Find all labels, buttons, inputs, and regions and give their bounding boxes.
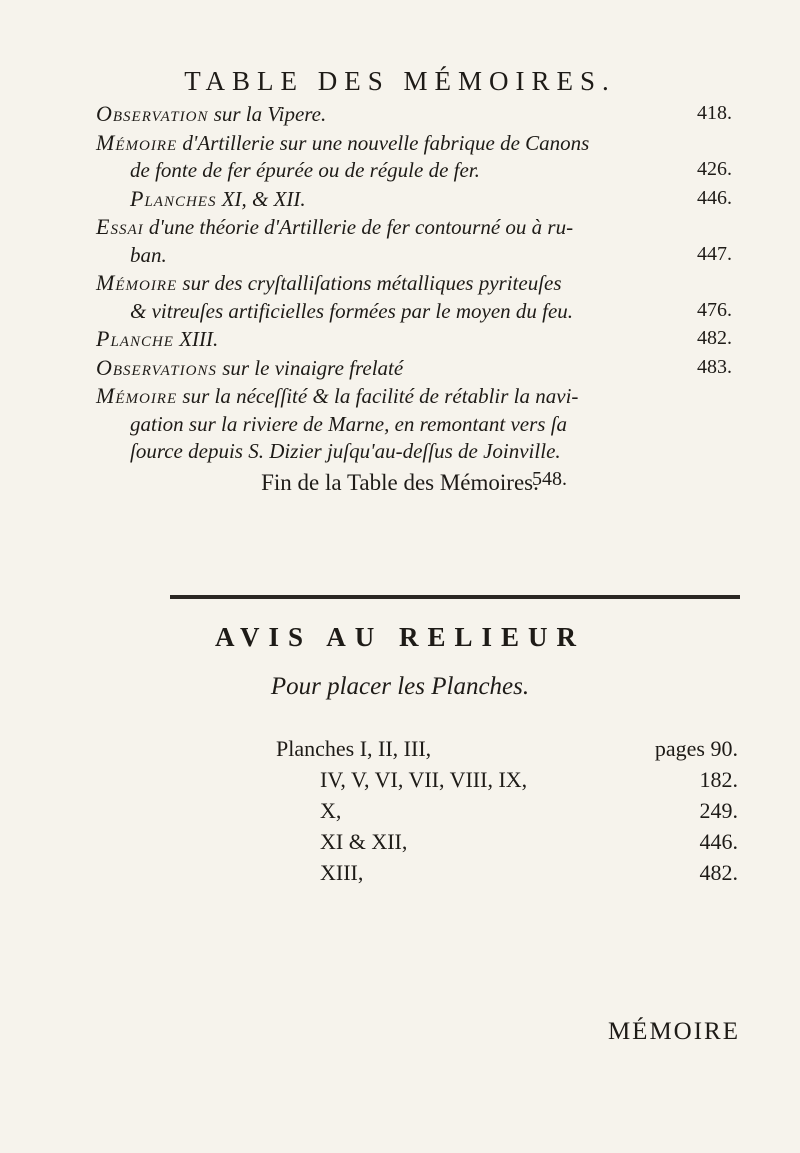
plate-page: pages 90. [654, 736, 738, 761]
plate-row [276, 733, 738, 764]
plate-page: 182. [699, 767, 738, 792]
plate-page: 446. [699, 829, 738, 854]
plate-page: 482. [699, 860, 738, 885]
catchword: MÉMOIRE [607, 1018, 740, 1045]
toc-entry [96, 100, 732, 129]
toc-entry-continuation: ban. [130, 242, 167, 267]
toc-entry-text: sur la Vipere. [208, 102, 327, 126]
toc-entry-page: 548. [532, 467, 567, 490]
binder-notice-title: AVIS AU RELIEUR [214, 622, 586, 652]
plate-label: XIII, [320, 860, 364, 885]
binder-notice-subtitle: Pour placer les Planches. [270, 673, 530, 700]
toc-entry-page: 418. [697, 102, 732, 124]
toc-entry [96, 185, 732, 214]
toc-entry [96, 354, 732, 383]
toc-entry-line [96, 325, 732, 354]
toc-entry-lead: Observations [96, 354, 217, 380]
toc-entry-lead: Mémoire [96, 270, 178, 295]
toc-entry-lead: Essai [96, 214, 144, 239]
toc-entry-text: sur des cryſtalliſations métalliques pyriteuſes [177, 271, 562, 295]
toc-entry-page: 446. [697, 186, 732, 209]
toc-entry [96, 269, 732, 325]
toc-entry-text: sur le vinaigre frelaté [216, 355, 404, 380]
toc-entry-continuation: gation sur la riviere de Marne, en remontant vers ſa [130, 411, 568, 436]
toc-entry-lead: Planches [130, 185, 217, 211]
toc-entry [96, 213, 732, 269]
table-of-contents [96, 100, 732, 493]
plates-placement-list [276, 733, 738, 888]
page-heading: TABLE DES MÉMOIRES. [184, 66, 616, 96]
toc-entry-page: 447. [697, 242, 732, 265]
toc-entry-text: sur la néceſſité & la facilité de rétablir la navi- [177, 384, 579, 408]
plate-row [276, 795, 738, 826]
toc-entry-page: 476. [697, 298, 732, 321]
section-divider [170, 595, 740, 599]
toc-entry-text: d'une théorie d'Artillerie de fer contourné ou à ru- [143, 215, 574, 239]
toc-entry-continuation: & vitreuſes artificielles formées par le moyen du feu. [130, 298, 574, 323]
plate-label: Planches I, II, III, [276, 736, 432, 761]
plate-row [276, 764, 738, 795]
plate-row [276, 826, 738, 857]
toc-entry-line [96, 100, 732, 129]
toc-entry-line [96, 269, 732, 298]
toc-entry-line [96, 213, 732, 242]
toc-entry-lead: Planche [96, 326, 174, 351]
toc-entry-text: XIII. [173, 327, 219, 351]
toc-entry-line [96, 382, 732, 411]
toc-entry-page: 426. [697, 158, 732, 180]
toc-entry-line [96, 354, 732, 383]
plate-label: X, [320, 798, 342, 823]
plate-page: 249. [699, 798, 738, 823]
toc-entry-text: XI, & XII. [216, 186, 306, 211]
plate-label: IV, V, VI, VII, VIII, IX, [320, 767, 528, 792]
toc-entry-continuation: ſource depuis S. Dizier juſqu'au-deſſus de Joinville. [130, 439, 561, 463]
toc-entry [96, 325, 732, 354]
toc-entry-continuation: de fonte de fer épurée ou de régule de fer. [130, 158, 480, 182]
toc-entry-page: 483. [697, 355, 732, 378]
toc-entry-line [96, 185, 732, 214]
toc-entry-page: 482. [697, 327, 732, 349]
toc-entry-lead: Mémoire [96, 383, 178, 408]
table-end-note: Fin de la Table des Mémoires. [261, 470, 539, 495]
toc-entry [96, 129, 732, 185]
toc-entry-lead: Observation [96, 101, 209, 126]
toc-entry-lead: Mémoire [96, 129, 178, 155]
toc-entry-line [96, 129, 732, 158]
toc-entry-text: d'Artillerie sur une nouvelle fabrique de Canons [177, 130, 590, 155]
plate-label: XI & XII, [320, 829, 408, 854]
plate-row [276, 857, 738, 888]
